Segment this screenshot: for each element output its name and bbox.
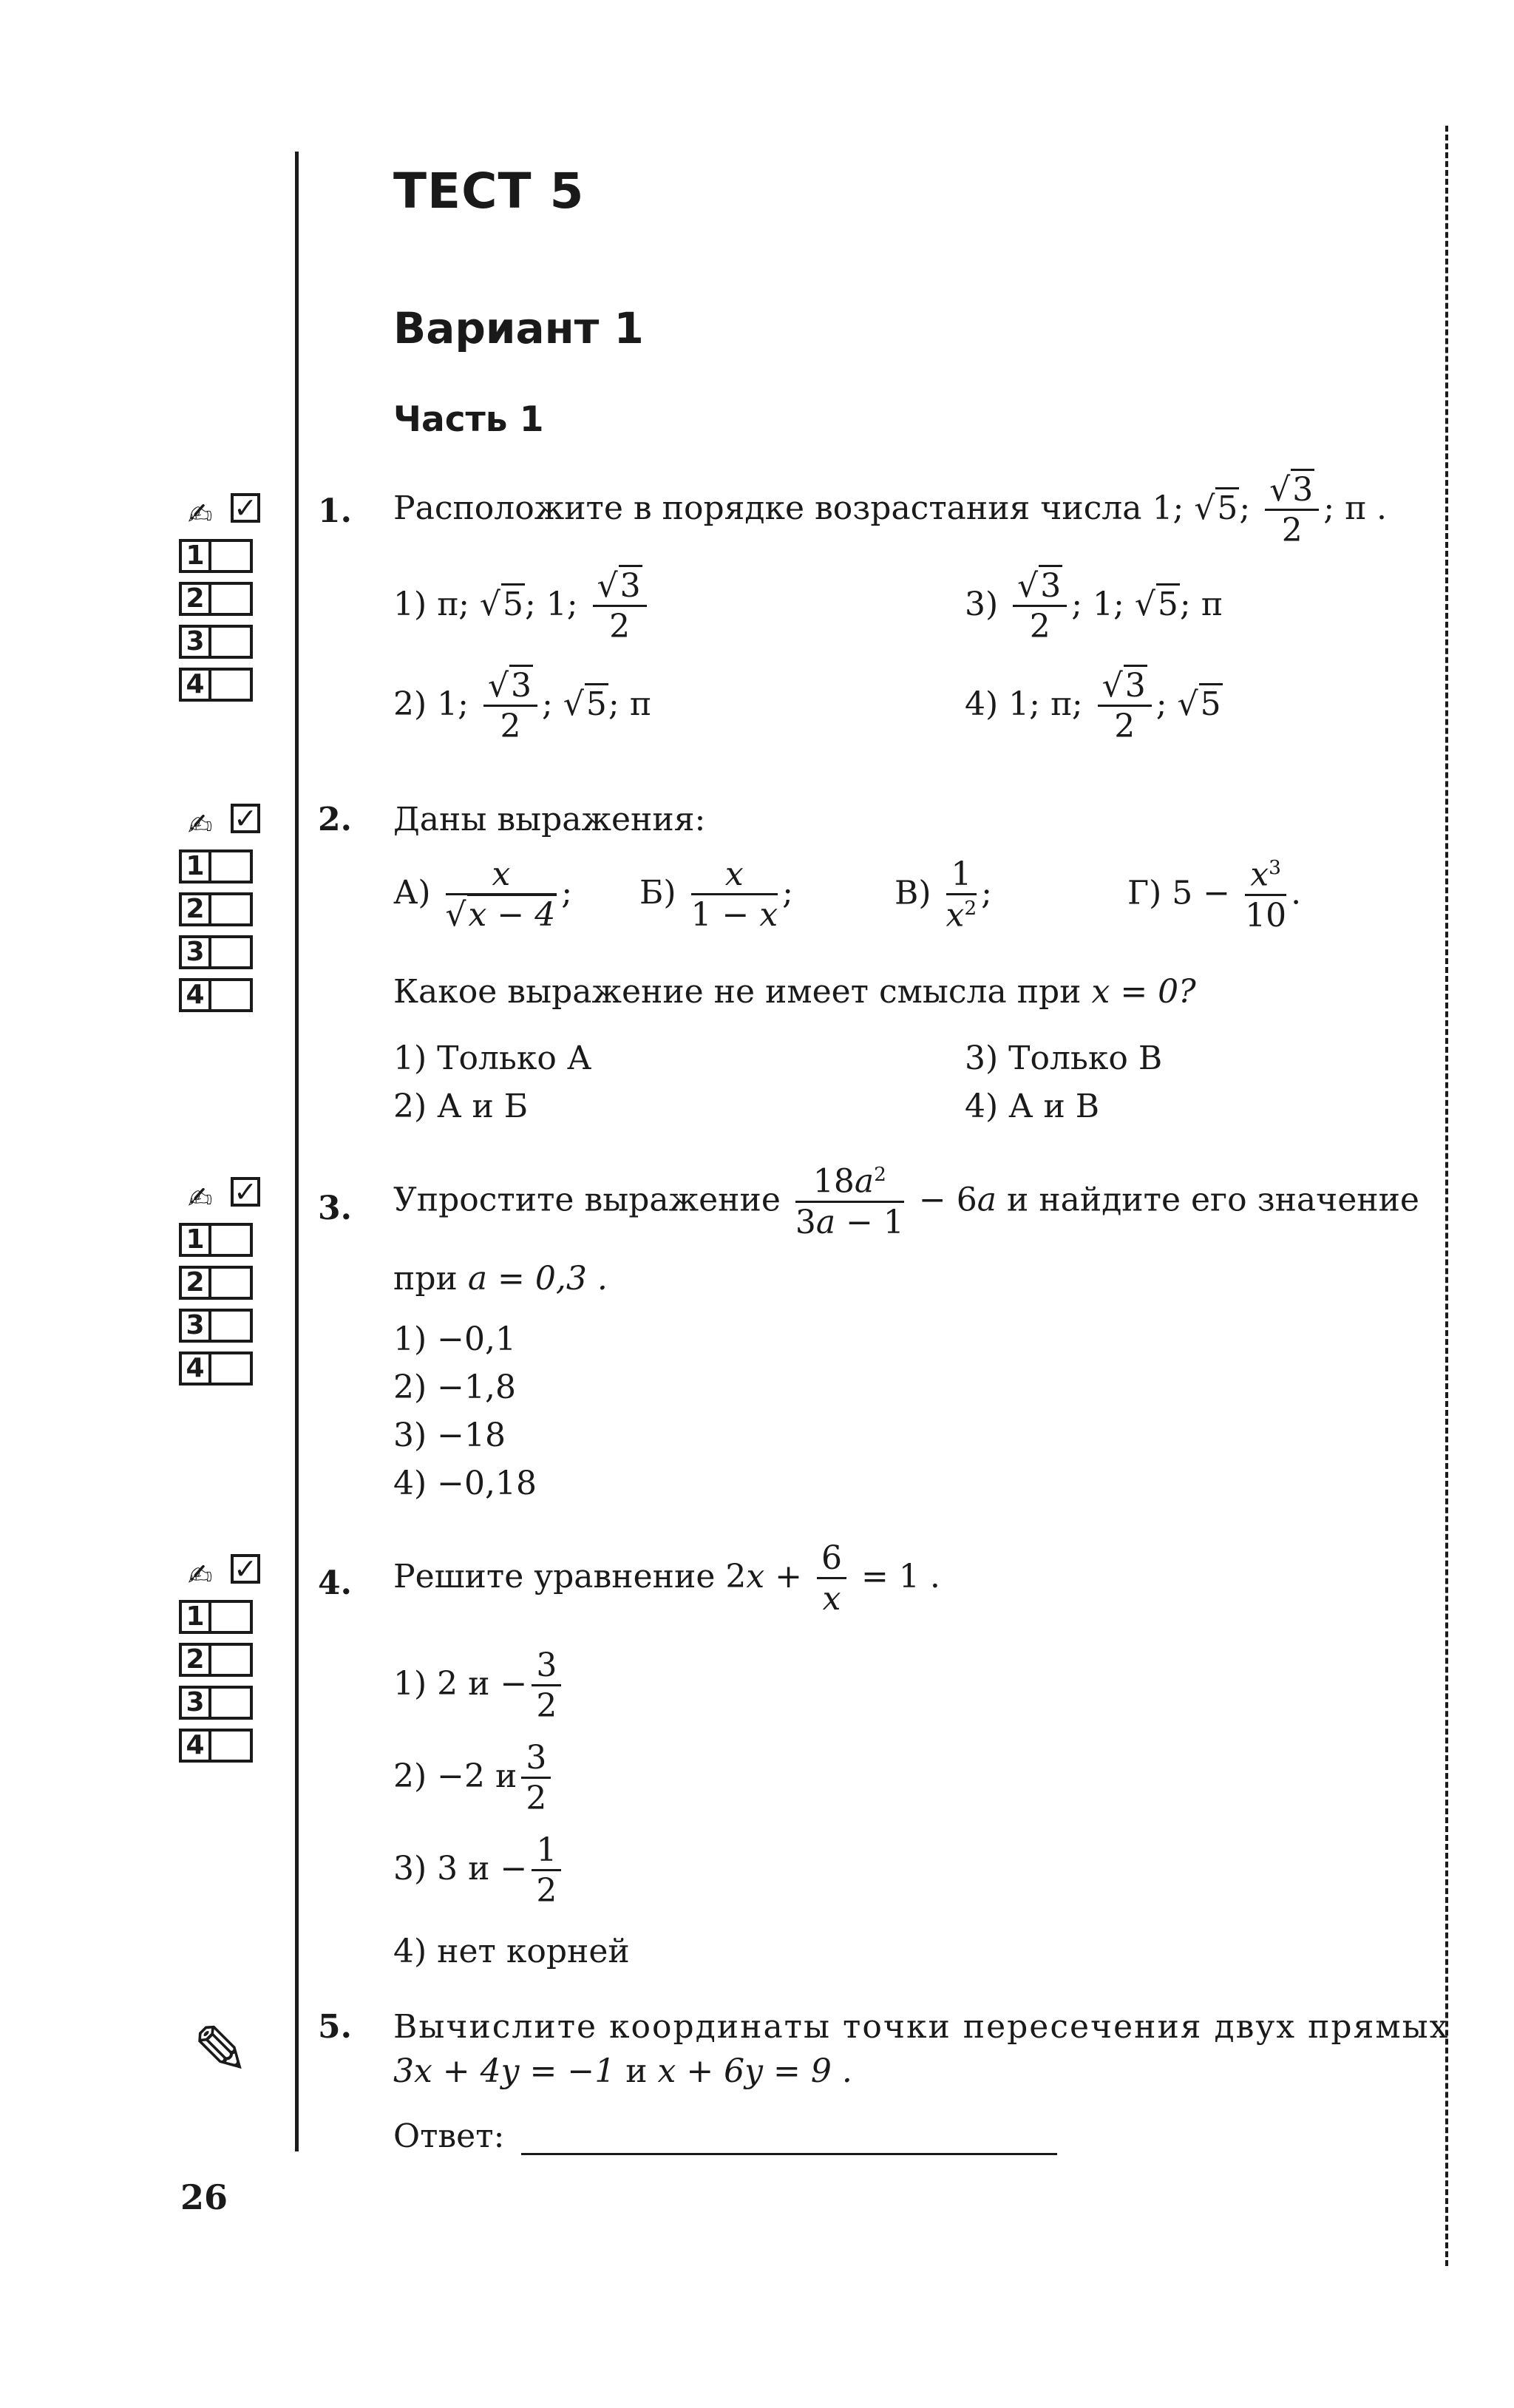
answer-cell[interactable] <box>211 539 253 573</box>
answer-cell[interactable] <box>211 668 253 702</box>
answer-cell[interactable] <box>211 1309 253 1343</box>
answer-number: 4 <box>179 1729 211 1763</box>
question-number: 3. <box>318 1190 352 1227</box>
q4-option-1: 1) 2 и − $\frac{3}{2}$ <box>393 1649 566 1723</box>
test-title: ТЕСТ 5 <box>393 163 585 220</box>
answer-line[interactable] <box>521 2153 1057 2155</box>
answer-number: 4 <box>179 668 211 702</box>
part-title: Часть 1 <box>393 399 544 440</box>
pencil-icon: ✎ <box>192 2011 250 2090</box>
q3-option-1: 1) −0,1 <box>393 1320 516 1358</box>
answer-number: 1 <box>179 539 211 573</box>
answer-cell[interactable] <box>211 1600 253 1634</box>
answer-box-q1 <box>179 492 279 702</box>
q2-option-1: 1) Только А <box>393 1039 592 1077</box>
q4-option-3: 3) 3 и − $\frac{1}{2}$ <box>393 1834 566 1908</box>
checkbox-icon: ✓ <box>231 493 260 523</box>
q5-equations: 3x + 4y = −1 и x + 6y = 9 . <box>393 2052 852 2090</box>
answer-cell[interactable] <box>211 978 253 1012</box>
question-1-text: Расположите в порядке возрастания числа 1; √5; $\frac{√3}{2}$ ; π . <box>393 473 1387 548</box>
answer-cell[interactable] <box>211 1686 253 1720</box>
pen-icon: ✍ <box>188 808 213 842</box>
q3-option-2: 2) −1,8 <box>393 1369 516 1406</box>
answer-number: 3 <box>179 625 211 659</box>
q4-option-2: 2) −2 и $\frac{3}{2}$ <box>393 1741 555 1816</box>
q4-text: Решите уравнение 2x + $\frac{6}{x}$ = 1 . <box>393 1539 940 1618</box>
page-number: 26 <box>180 2177 228 2217</box>
q2-text: Даны выражения: <box>393 801 706 838</box>
variant-title: Вариант 1 <box>393 303 644 353</box>
q2-option-4: 4) А и В <box>965 1088 1100 1125</box>
answer-cell[interactable] <box>211 1266 253 1300</box>
answer-number: 2 <box>179 892 211 926</box>
answer-number: 3 <box>179 1686 211 1720</box>
q3-option-3: 3) −18 <box>393 1417 506 1454</box>
checkbox-icon: ✓ <box>231 1177 260 1207</box>
answer-cell[interactable] <box>211 1643 253 1677</box>
answer-number: 4 <box>179 978 211 1012</box>
answer-label: Ответ: <box>393 2117 505 2155</box>
answer-cell[interactable] <box>211 1351 253 1386</box>
answer-cell[interactable] <box>211 849 253 884</box>
q3-text: Упростите выражение $\frac{18a^2}{3a - 1}$ − 6a и найдите его значение <box>393 1162 1419 1241</box>
q2-option-3: 3) Только В <box>965 1039 1163 1077</box>
answer-box-q3 <box>179 1176 279 1386</box>
answer-cell[interactable] <box>211 582 253 616</box>
pen-icon: ✍ <box>188 1181 213 1215</box>
margin-rule <box>295 152 299 2151</box>
answer-number: 1 <box>179 1600 211 1634</box>
answer-cell[interactable] <box>211 1223 253 1257</box>
sqrt-5: √5 <box>1194 492 1239 525</box>
answer-box-q4 <box>179 1553 279 1763</box>
q1-option-1: 1) π; √5; 1; $\frac{√3}{2}$ <box>393 569 651 644</box>
answer-number: 1 <box>179 849 211 884</box>
q2-expr-a: А) $\frac{x}{√x - 4}$ ; <box>393 855 573 935</box>
q2-expr-g: Г) 5 − $\frac{x^3}{10}$ . <box>1127 855 1302 935</box>
fraction-sqrt3-over-2: $\frac{√3}{2}$ <box>1265 473 1319 548</box>
answer-number: 2 <box>179 582 211 616</box>
q1-option-2: 2) 1; $\frac{√3}{2}$ ; √5; π <box>393 669 651 744</box>
answer-cell[interactable] <box>211 625 253 659</box>
q2-expr-v: В) $\frac{1}{x^2}$ ; <box>895 855 992 935</box>
answer-number: 4 <box>179 1351 211 1386</box>
pen-icon: ✍ <box>188 498 213 532</box>
answer-number: 2 <box>179 1643 211 1677</box>
answer-cell[interactable] <box>211 935 253 969</box>
q2-expr-b: Б) $\frac{x}{1 - x}$ ; <box>639 855 793 935</box>
checkbox-icon: ✓ <box>231 1554 260 1584</box>
answer-number: 3 <box>179 1309 211 1343</box>
answer-number: 2 <box>179 1266 211 1300</box>
q4-option-4: 4) нет корней <box>393 1933 630 1970</box>
q2-option-2: 2) А и Б <box>393 1088 529 1125</box>
pen-icon: ✍ <box>188 1559 213 1593</box>
q3-condition: при a = 0,3 . <box>393 1260 608 1298</box>
q3-option-4: 4) −0,18 <box>393 1465 537 1502</box>
checkbox-icon: ✓ <box>231 804 260 833</box>
cut-line <box>1445 126 1448 2266</box>
question-number: 2. <box>318 801 352 838</box>
question-number: 4. <box>318 1564 352 1602</box>
q1-prompt: Расположите в порядке возрастания числа 1; <box>393 489 1184 528</box>
answer-cell[interactable] <box>211 1729 253 1763</box>
question-number: 1. <box>318 492 352 530</box>
answer-cell[interactable] <box>211 892 253 926</box>
q1-option-3: 3) $\frac{√3}{2}$ ; 1; √5; π <box>965 569 1223 644</box>
q5-text: Вычислите координаты точки пересечения двух прямых <box>393 2008 1450 2046</box>
q1-option-4: 4) 1; π; $\frac{√3}{2}$ ; √5 <box>965 669 1223 744</box>
answer-number: 3 <box>179 935 211 969</box>
q2-question: Какое выражение не имеет смысла при x = 0? <box>393 973 1196 1011</box>
answer-box-q2 <box>179 802 279 1012</box>
question-number: 5. <box>318 2008 352 2046</box>
answer-number: 1 <box>179 1223 211 1257</box>
